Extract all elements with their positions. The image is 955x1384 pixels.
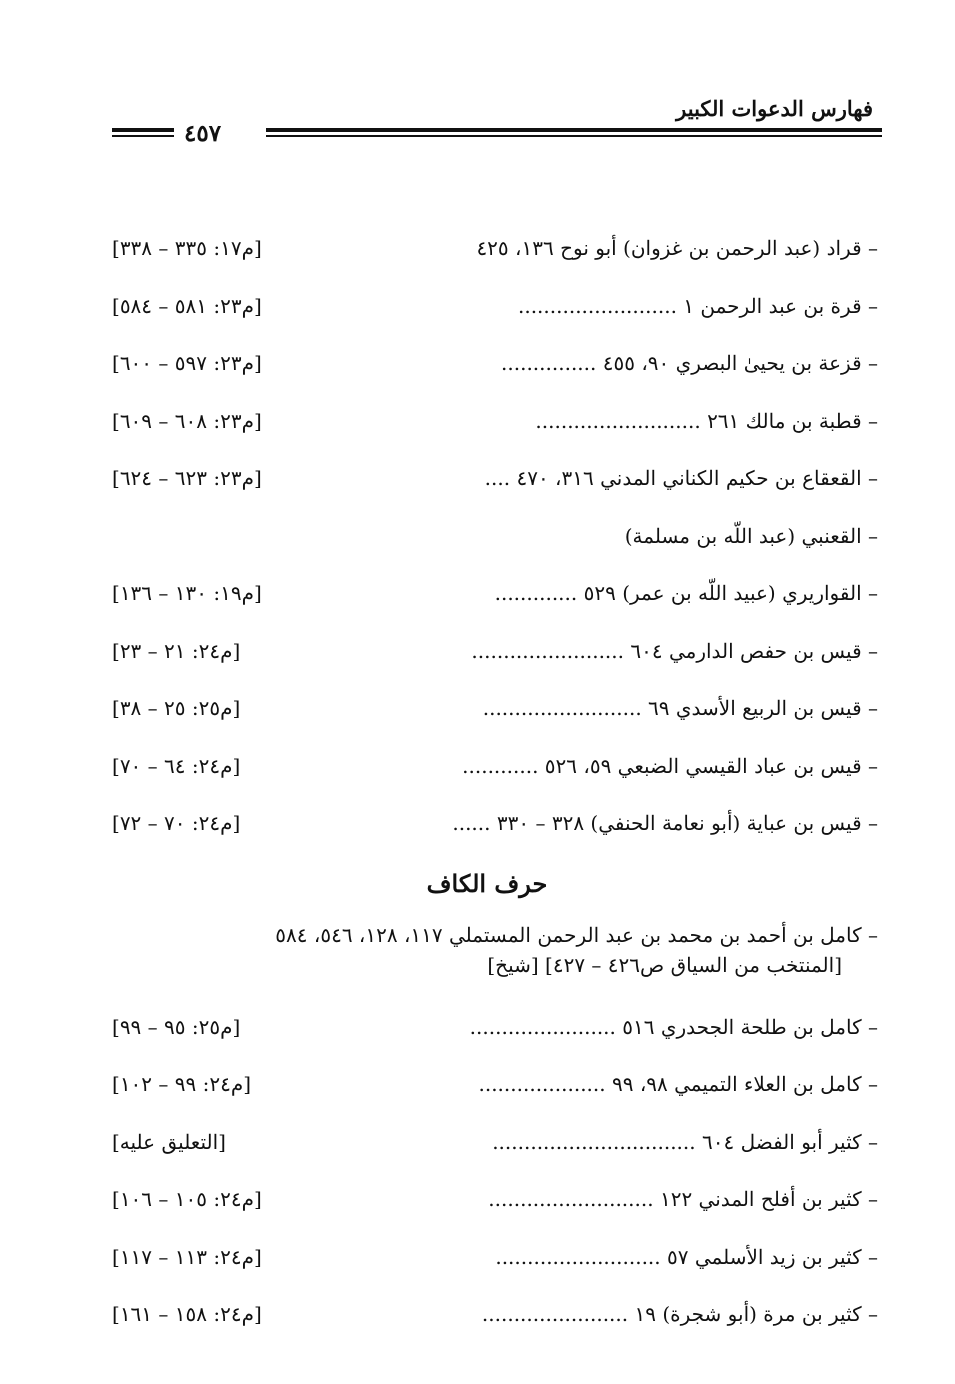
index-entry <box>112 1187 878 1245</box>
entry-text: – قزعة بن يحيىٰ البصري ٩٠، ٤٥٥ ............... <box>501 351 878 375</box>
entry-reference: [م٢٤: ١١٣ – ١١٧] <box>112 1244 262 1269</box>
entry-text: – كثير أبو الفضل ٦٠٤ ................................ <box>492 1129 878 1154</box>
entry-text: – كثير بن أفلح المدني ١٢٢ .......................... <box>488 1187 878 1211</box>
entry-text: – القعقاع بن حكيم الكناني المدني ٣١٦، ٤٧٠ .... <box>484 466 878 490</box>
entry-text: – قراد (عبد الرحمن بن غزوان) أبو نوح ١٣٦، ٤٢٥ <box>476 236 878 260</box>
entry-reference: [م٢٣: ٥٩٧ – ٦٠٠] <box>112 351 262 375</box>
entry-reference: [التعليق عليه] <box>112 1129 226 1154</box>
entry-reference: [م١٩: ١٣٠ – ١٣٦] <box>112 581 262 605</box>
entry-reference: [م٢٤: ١٠٥ – ١٠٦] <box>112 1187 262 1211</box>
header-rule-right <box>266 128 882 137</box>
index-entry <box>112 754 878 812</box>
page-number: ٤٥٧ <box>184 120 222 147</box>
index-entry <box>112 1245 878 1303</box>
index-entry <box>112 581 878 639</box>
entry-reference: [م٢٣: ٥٨١ – ٥٨٤] <box>112 293 262 318</box>
entry-text: – قيس بن عباد القيسي الضبعي ٥٩، ٥٢٦ ............ <box>462 753 878 778</box>
entry-text: – قطبة بن مالك ٢٦١ .......................... <box>535 408 878 433</box>
index-entries <box>112 236 878 1360</box>
entry-text: – كثير بن مرة (أبو شجرة) ١٩ ....................... <box>481 1302 878 1326</box>
header-rule-left <box>112 128 174 137</box>
entry-reference: [م٢٤: ٧٠ – ٧٢] <box>112 811 241 835</box>
index-entry <box>112 1072 878 1130</box>
section-heading: حرف الكاف <box>426 868 548 898</box>
entry-reference: [م٢٤: ٦٤ – ٧٠] <box>112 753 241 778</box>
entry-reference: [م٢٥: ٢٥ – ٣٨] <box>112 696 241 720</box>
entry-text: – قيس بن عباية (أبو نعامة الحنفي) ٣٢٨ – ٣٣٠ ...... <box>452 811 878 835</box>
entry-text: – قرة بن عبد الرحمن ١ ......................... <box>517 293 878 318</box>
index-entry <box>112 1015 878 1073</box>
entry-text: – كامل بن العلاء التميمي ٩٨، ٩٩ .................... <box>478 1072 878 1096</box>
index-entry <box>112 696 878 754</box>
index-entry <box>112 409 878 467</box>
index-entry <box>112 351 878 409</box>
entry-reference: [م١٧: ٣٣٥ – ٣٣٨] <box>112 236 262 260</box>
entry-text: – كثير بن زيد الأسلمي ٥٧ .......................... <box>495 1244 878 1269</box>
entry-reference: [م٢٣: ٦٠٨ – ٦٠٩] <box>112 408 262 433</box>
entry-reference: [م٢٥: ٩٥ – ٩٩] <box>112 1014 241 1039</box>
entry-text: – القواريري (عبيد اللّه بن عمر) ٥٢٩ ............. <box>494 581 878 605</box>
entry-reference: [م٢٤: ١٥٨ – ١٦١] <box>112 1302 262 1326</box>
index-entry <box>112 466 878 524</box>
index-entry <box>112 639 878 697</box>
index-entry <box>112 811 878 869</box>
index-entry <box>112 1302 878 1360</box>
entry-text: – كامل بن طلحة الجحدري ٥١٦ ....................... <box>469 1014 878 1039</box>
entry-text: – كامل بن أحمد بن محمد بن عبد الرحمن المستملي ١١٧، ١٢٨، ٥٤٦، ٥٨٤ <box>275 922 878 947</box>
index-entry <box>112 1130 878 1188</box>
entry-continuation: [المنتخب من السياق ص٤٢٦ – ٤٢٧] [شيخ] <box>487 952 842 977</box>
running-header-title: فهارس الدعوات الكبير <box>676 96 873 121</box>
index-entry-multiline <box>112 923 878 1015</box>
entry-text: – القعنبي (عبد اللّه بن مسلمة) <box>624 523 878 548</box>
index-entry <box>112 294 878 352</box>
entry-reference: [م٢٣: ٦٢٣ – ٦٢٤] <box>112 466 262 490</box>
entry-text: – قيس بن حفص الدارمي ٦٠٤ ........................ <box>471 638 878 663</box>
entry-reference: [م٢٤: ٢١ – ٢٣] <box>112 638 241 663</box>
index-entry <box>112 524 878 582</box>
entry-text: – قيس بن الربيع الأسدي ٦٩ ......................... <box>482 696 878 720</box>
index-entry <box>112 236 878 294</box>
entry-reference: [م٢٤: ٩٩ – ١٠٢] <box>112 1072 252 1096</box>
